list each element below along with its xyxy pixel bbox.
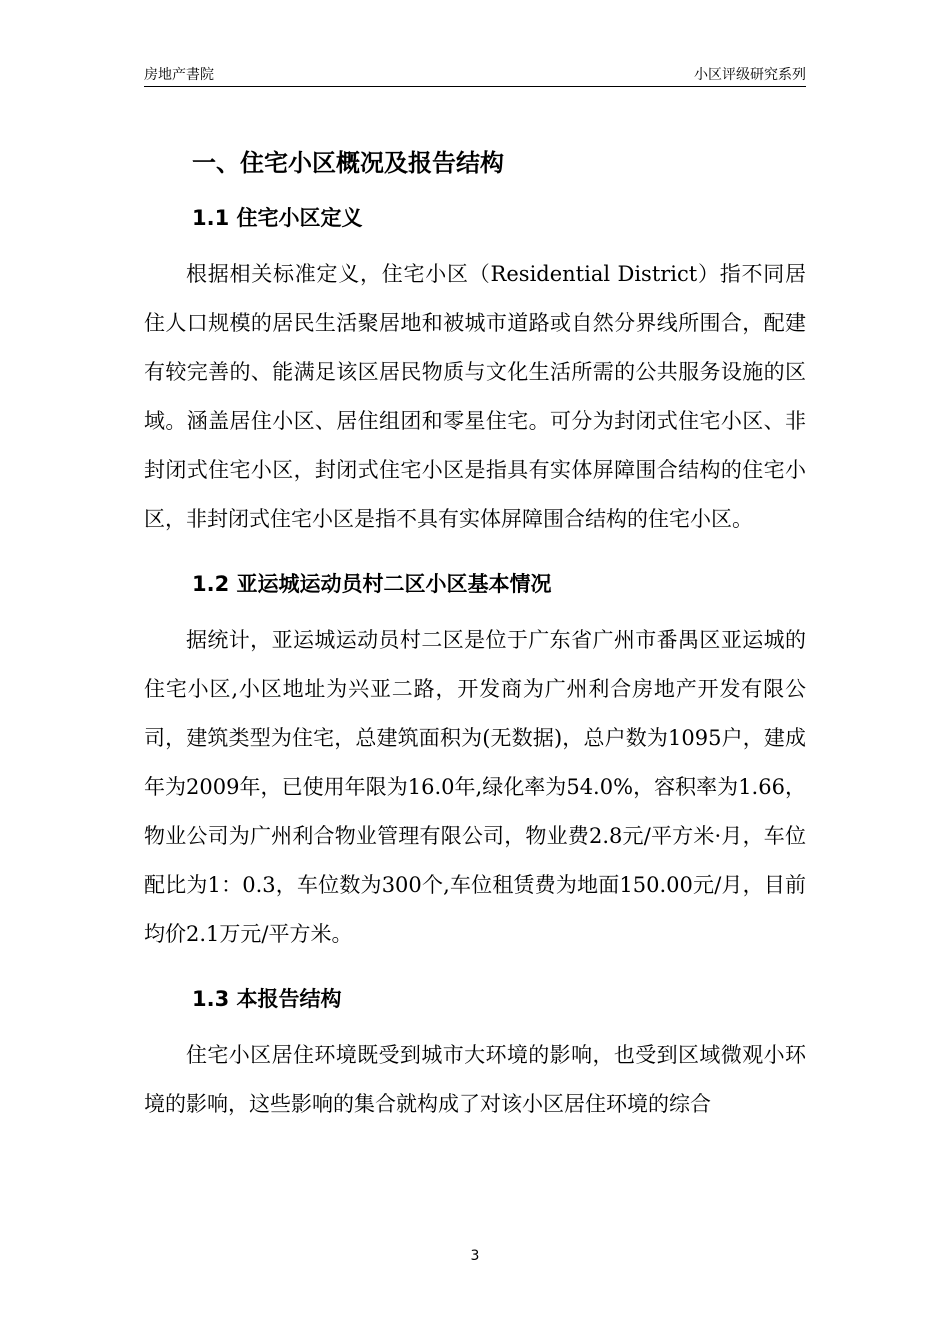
subsection-heading-1-1: 1.1 住宅小区定义 [192,206,363,230]
page-content [144,140,806,1129]
header-publisher: 房地产書院 [144,67,214,83]
subsection-heading-1-3: 1.3 本报告结构 [192,987,342,1011]
page-number: 3 [470,1248,480,1264]
paragraph-definition: 根据相关标准定义，住宅小区（Residential District）指不同居住人口规模的居民生活聚居地和被城市道路或自然分界线所围合，配建有较完善的、能满足该区居民物质与文化生活所需的公共服务设施的区域。涵盖居住小区、居住组团和零星住宅。可分为封闭式住宅小区、非封闭式住宅小区，封闭式住宅小区是指具有实体屏障围合结构的住宅小区，非封闭式住宅小区是指不具有实体屏障围合结构的住宅小区。 [144,262,806,531]
paragraph-report-structure: 住宅小区居住环境既受到城市大环境的影响，也受到区域微观小环境的影响，这些影响的集合就构成了对该小区居住环境的综合 [144,1043,806,1116]
section-heading-1: 一、住宅小区概况及报告结构 [192,149,504,177]
paragraph-basic-info: 据统计，亚运城运动员村二区是位于广东省广州市番禺区亚运城的住宅小区,小区地址为兴亚二路，开发商为广州利合房地产开发有限公司，建筑类型为住宅，总建筑面积为(无数据)，总户数为1095户，建成年为2009年，已使用年限为16.0年,绿化率为54.0%，容积率为1.66，物业公司为广州利合物业管理有限公司，物业费2.8元/平方米·月，车位配比为1：0.3，车位数为300个,车位租赁费为地面150.00元/月，目前均价2.1万元/平方米。 [144,628,806,946]
subsection-heading-1-2: 1.2 亚运城运动员村二区小区基本情况 [192,572,552,596]
header-series-title: 小区评级研究系列 [694,67,806,83]
page-header [144,64,806,87]
